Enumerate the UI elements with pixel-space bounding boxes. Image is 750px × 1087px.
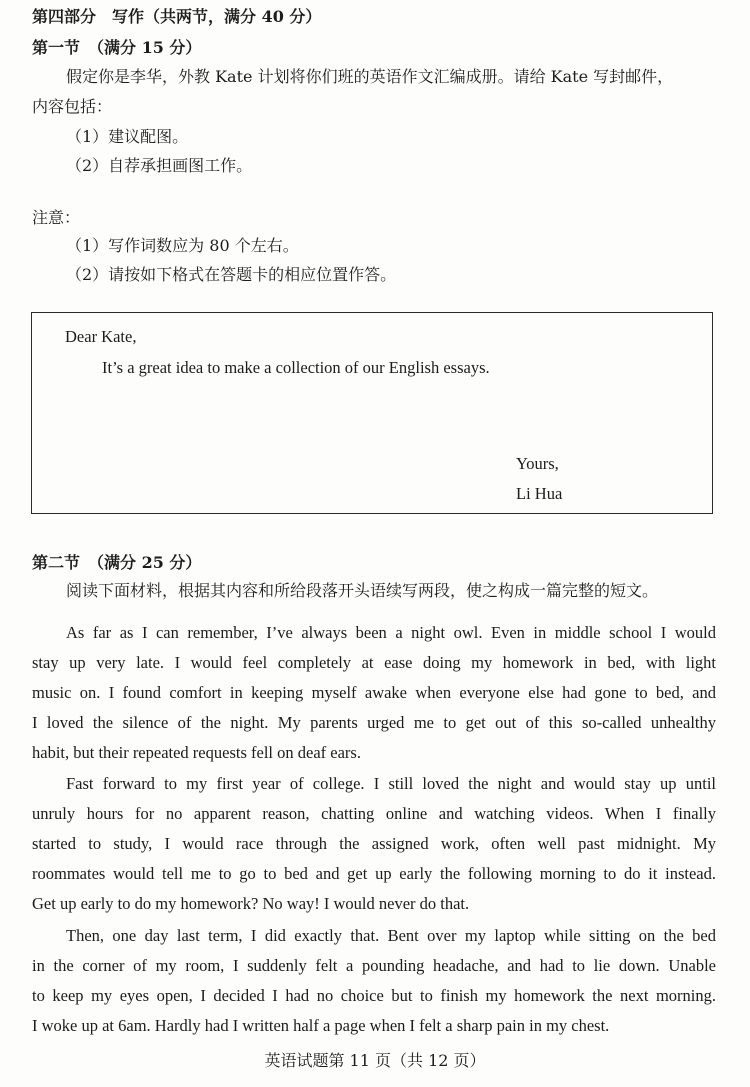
letter-signature: Li Hua: [516, 484, 563, 503]
section1-heading: 第一节 （满分 15 分）: [32, 38, 202, 57]
section1-prompt-line2: 内容包括：: [32, 97, 113, 116]
paragraph-line: I loved the silence of the night. My parents urged me to get out of this so-called unhealthy: [32, 713, 716, 732]
paragraph-line: music on. I found comfort in keeping myself awake when everyone else had gone to bed, and: [32, 683, 716, 702]
letter-closing: Yours,: [516, 454, 559, 473]
paragraph-line: started to study, I would race through the assigned work, often well past midnight. My: [32, 834, 716, 853]
note-2: （2）请按如下格式在答题卡的相应位置作答。: [66, 265, 397, 284]
paragraph-line: unruly hours for no apparent reason, chatting online and watching videos. When I finally: [32, 804, 716, 823]
page-footer: 英语试题第 11 页（共 12 页）: [264, 1051, 486, 1070]
letter-opening: It’s a great idea to make a collection of our English essays.: [102, 358, 490, 377]
paragraph-line: in the corner of my room, I suddenly felt a pounding headache, and had to lie down. Unable: [32, 956, 716, 975]
paragraph-line: Fast forward to my first year of college. I still loved the night and would stay up until: [66, 774, 716, 793]
paragraph-line: As far as I can remember, I’ve always been a night owl. Even in middle school I would: [66, 623, 716, 642]
section1-item-1: （1）建议配图。: [66, 127, 189, 146]
section2-heading: 第二节 （满分 25 分）: [32, 553, 202, 572]
paragraph-line: I woke up at 6am. Hardly had I written half a page when I felt a sharp pain in my chest.: [32, 1016, 610, 1035]
note-1: （1）写作词数应为 80 个左右。: [66, 236, 299, 255]
paragraph-line: roommates would tell me to go to bed and get up early the following morning to do it instead.: [32, 864, 716, 883]
paragraph-line: habit, but their repeated requests fell on deaf ears.: [32, 743, 361, 762]
section1-item-2: （2）自荐承担画图工作。: [66, 156, 253, 175]
notes-heading: 注意：: [32, 208, 81, 227]
part-title: 第四部分 写作（共两节，满分 40 分）: [32, 7, 322, 26]
paragraph-line: to keep my eyes open, I decided I had no choice but to finish my homework the next morning.: [32, 986, 716, 1005]
section2-instruction: 阅读下面材料，根据其内容和所给段落开头语续写两段，使之构成一篇完整的短文。: [66, 581, 659, 600]
paragraph-line: stay up very late. I would feel completely at ease doing my homework in bed, with light: [32, 653, 716, 672]
letter-format-box: [31, 312, 713, 514]
paragraph-line: Then, one day last term, I did exactly that. Bent over my laptop while sitting on the bed: [66, 926, 716, 945]
letter-salutation: Dear Kate,: [65, 327, 137, 346]
section1-prompt-line1: 假定你是李华，外教 Kate 计划将你们班的英语作文汇编成册。请给 Kate 写封邮件，: [66, 67, 674, 86]
paragraph-line: Get up early to do my homework? No way! I would never do that.: [32, 894, 470, 913]
